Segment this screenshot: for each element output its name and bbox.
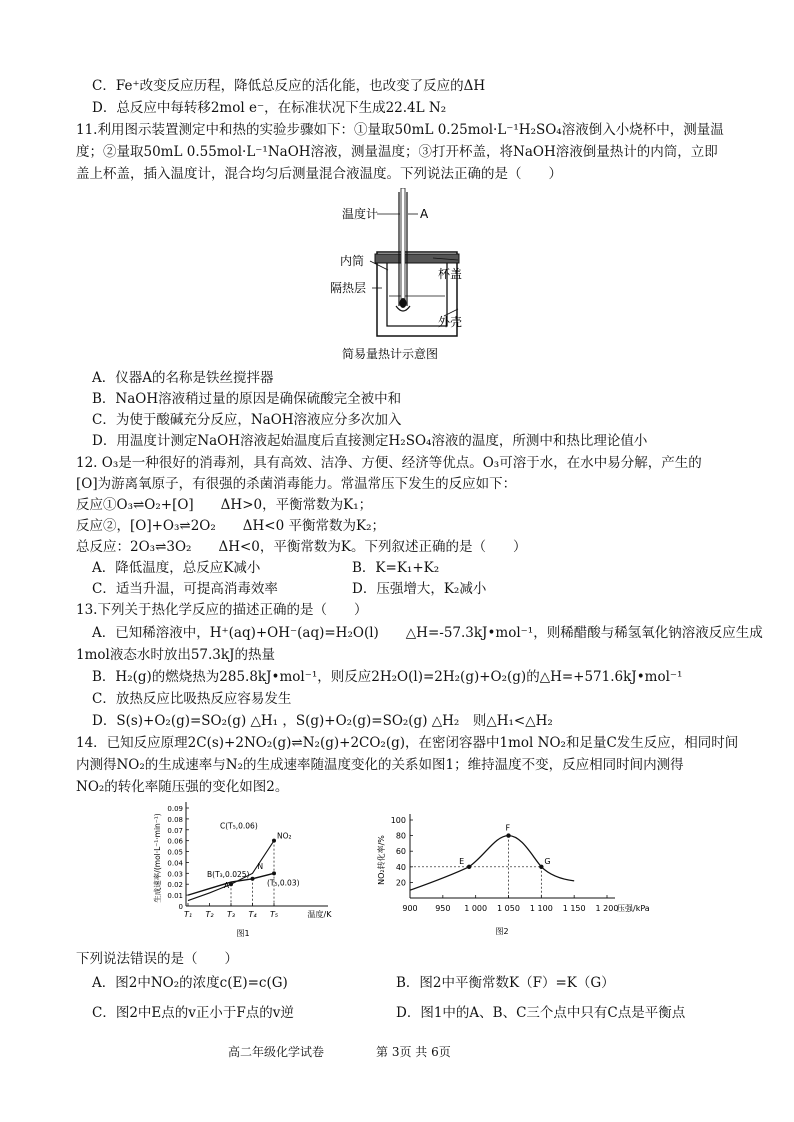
q12-reaction-total: 总反应：2O₃⇌3O₂ ΔH<0，平衡常数为K。下列叙述正确的是（ ） xyxy=(76,539,527,555)
q12-option-b: B．K=K₁+K₂ xyxy=(352,560,440,576)
q12-option-a: A．降低温度，总反应K减小 xyxy=(92,560,261,576)
fig2-y-tick-label: 40 xyxy=(395,862,406,872)
fig1-title: 图1 xyxy=(236,929,250,938)
fig1-label-c: C(T₅,0.06) xyxy=(220,821,258,831)
q14-option-d: D．图1中的A、B、C三个点中只有C点是平衡点 xyxy=(396,1005,686,1021)
fig1-y-tick-label: 0.02 xyxy=(167,881,183,890)
fig1-y-tick-label: 0.09 xyxy=(167,805,183,813)
fig1-y-tick-label: 0.07 xyxy=(167,826,183,835)
fig2-label-e: E xyxy=(459,856,465,866)
calorimeter-figure xyxy=(330,188,490,366)
figure-2-conversion-chart xyxy=(352,800,714,942)
fig1-y-axis-label: 生成速率/(mol·L⁻¹·min⁻¹) xyxy=(153,813,162,903)
fig1-point-b xyxy=(251,877,255,881)
fig1-x-tick-label: T₄ xyxy=(248,910,257,919)
q13-option-c: C．放热反应比吸热反应容易发生 xyxy=(92,691,292,707)
fig2-x-tick-label: 1 150 xyxy=(562,904,586,913)
label-inner-cup: 内筒 xyxy=(340,254,365,268)
q14-stem-line3: NO₂的转化率随压强的变化如图2。 xyxy=(76,779,289,795)
calorimeter-lid xyxy=(375,254,459,263)
fig2-point-f xyxy=(506,833,510,837)
fig1-y-tick-label: 0.06 xyxy=(167,837,183,846)
fig2-y-axis-label: NO₂转化率/% xyxy=(377,835,386,885)
label-insulation: 隔热层 xyxy=(330,281,367,295)
fig1-label-b: B(T₃,0.025) xyxy=(207,869,250,879)
thermometer-bulb xyxy=(400,298,407,308)
fig2-label-g: G xyxy=(544,856,551,866)
label-thermometer: 温度计 xyxy=(342,207,379,221)
label-shell: 外壳 xyxy=(438,315,463,329)
fig1-label-a: A xyxy=(224,881,230,891)
fig1-point-c xyxy=(272,839,276,843)
fig2-x-tick-label: 1 050 xyxy=(497,904,520,913)
fig1-y-tick-label: 0.05 xyxy=(167,848,183,857)
figure-caption: 简易量热计示意图 xyxy=(342,347,439,361)
q11-stem-line3: 盖上杯盖，插入温度计，混合均匀后测量混合液温度。下列说法正确的是（ ） xyxy=(76,166,562,182)
q11-option-b: B．NaOH溶液稍过量的原因是确保硫酸完全被中和 xyxy=(92,391,402,407)
q11-option-a: A．仪器A的名称是铁丝搅拌器 xyxy=(92,370,274,386)
q12-reaction-2: 反应②，[O]+O₃⇌2O₂ ΔH<0 平衡常数为K₂； xyxy=(76,518,385,534)
q13-option-b: B．H₂(g)的燃烧热为285.8kJ•mol⁻¹，则反应2H₂O(l)=2H₂(g)+O₂(g)的△H=+571.6kJ•mol⁻¹ xyxy=(92,669,683,685)
q13-option-d: D．S(s)+O₂(g)=SO₂(g) △H₁ ，S(g)+O₂(g)=SO₂(g) △H₂ 则△H₁<△H₂ xyxy=(92,713,553,729)
fig2-y-tick-label: 20 xyxy=(395,878,406,888)
fig2-y-tick-label: 100 xyxy=(390,816,406,825)
fig1-x-tick-label: T₃ xyxy=(226,910,236,919)
fig1-x-axis-label: 温度/K xyxy=(307,910,332,919)
q14-question: 下列说法错误的是（ ） xyxy=(76,951,238,967)
fig2-x-tick-label: 900 xyxy=(402,904,418,913)
q14-option-b: B．图2中平衡常数K（F）=K（G） xyxy=(396,975,615,991)
q12-option-d: D．压强增大，K₂减小 xyxy=(352,581,487,597)
q12-option-c: C．适当升温，可提高消毒效率 xyxy=(92,581,278,597)
thermometer-tube xyxy=(401,188,405,300)
label-a: A xyxy=(420,207,429,221)
q13-option-a-line2: 1mol液态水时放出57.3kJ的热量 xyxy=(76,647,275,663)
fig1-point-a xyxy=(229,882,233,886)
q14-option-a: A．图2中NO₂的浓度c(E)=c(G) xyxy=(92,975,288,991)
q14-stem-line1: 14．已知反应原理2C(s)+2NO₂(g)⇌N₂(g)+2CO₂(g)，在密闭容器中1mol NO₂和足量C发生反应，相同时间 xyxy=(76,735,739,751)
fig2-y-tick-label: 80 xyxy=(395,831,406,841)
fig1-y-tick-label: 0.04 xyxy=(167,859,183,868)
fig2-x-axis-label: 压强/kPa xyxy=(617,904,650,913)
q13-option-a-line1: A．已知稀溶液中，H⁺(aq)+OH⁻(aq)=H₂O(l) △H=-57.3kJ•mol⁻¹，则稀醋酸与稀氢氧化钠溶液反应生成 xyxy=(92,625,763,641)
fig1-label-no2: NO₂ xyxy=(277,831,292,841)
q10-option-d: D．总反应中每转移2mol e⁻，在标准状况下生成22.4L N₂ xyxy=(92,100,447,116)
fig1-point-end xyxy=(272,871,276,875)
fig2-x-tick-label: 1 200 xyxy=(595,904,619,913)
fig1-label-n: N xyxy=(257,861,264,871)
q11-stem-line2: 度；②量取50mL 0.55mol·L⁻¹NaOH溶液，测量温度；③打开杯盖，将NaOH溶液倒量热计的内筒，立即 xyxy=(76,144,718,160)
q12-stem-line2: [O]为游离氧原子，有很强的杀菌消毒能力。常温常压下发生的反应如下： xyxy=(76,476,517,492)
fig1-x-tick-label: T₅ xyxy=(269,910,279,919)
fig2-point-e xyxy=(467,865,471,869)
fig1-x-tick-label: T₂ xyxy=(205,910,214,919)
fig2-y-tick-label: 60 xyxy=(395,847,406,857)
fig2-x-tick-label: 950 xyxy=(435,904,451,913)
fig1-y-tick-label: 0.08 xyxy=(167,815,183,824)
footer-exam-title: 高二年级化学试卷 xyxy=(228,1045,325,1059)
fig2-label-f: F xyxy=(505,823,511,833)
fig1-x-tick-label: T₁ xyxy=(183,910,193,919)
footer-page-number: 第 3页 共 6页 xyxy=(376,1045,451,1059)
q11-option-d: D．用温度计测定NaOH溶液起始温度后直接测定H₂SO₄溶液的温度，所测中和热比理论值小 xyxy=(92,433,648,449)
fig1-y-tick-label: 0.01 xyxy=(167,892,183,901)
label-lid: 杯盖 xyxy=(438,267,463,281)
q11-option-c: C．为使于酸碱充分反应，NaOH溶液应分多次加入 xyxy=(92,412,402,428)
fig2-x-tick-label: 1 100 xyxy=(529,904,553,913)
q11-stem-line1: 11.利用图示装置测定中和热的实验步骤如下：①量取50mL 0.25mol·L⁻¹H₂SO₄溶液倒入小烧杯中，测量温 xyxy=(76,122,724,138)
q13-stem: 13.下列关于热化学反应的描述正确的是（ ） xyxy=(76,602,368,618)
q12-reaction-1: 反应①O₃⇌O₂+[O] ΔH>0，平衡常数为K₁； xyxy=(76,497,373,513)
fig1-y-tick-label: 0.03 xyxy=(167,870,183,879)
fig2-x-tick-label: 1 000 xyxy=(464,904,488,913)
q10-option-c: C．Fe⁺改变反应历程，降低总反应的活化能，也改变了反应的ΔH xyxy=(92,78,486,94)
fig1-label-point: (T₅,0.03) xyxy=(267,878,300,888)
q12-stem-line1: 12. O₃是一种很好的消毒剂，具有高效、洁净、方便、经济等优点。O₃可溶于水，在水中易分解，产生的 xyxy=(76,455,702,471)
fig1-y-tick-label: 0 xyxy=(178,903,183,911)
fig2-point-g xyxy=(539,865,543,869)
q14-option-c: C．图2中E点的v正小于F点的v逆 xyxy=(92,1005,294,1021)
fig2-title: 图2 xyxy=(495,927,509,936)
q14-stem-line2: 内测得NO₂的生成速率与N₂的生成速率随温度变化的关系如图1；维持温度不变，反应相同时间内测得 xyxy=(76,757,684,773)
figure-1-rate-chart xyxy=(148,792,338,942)
